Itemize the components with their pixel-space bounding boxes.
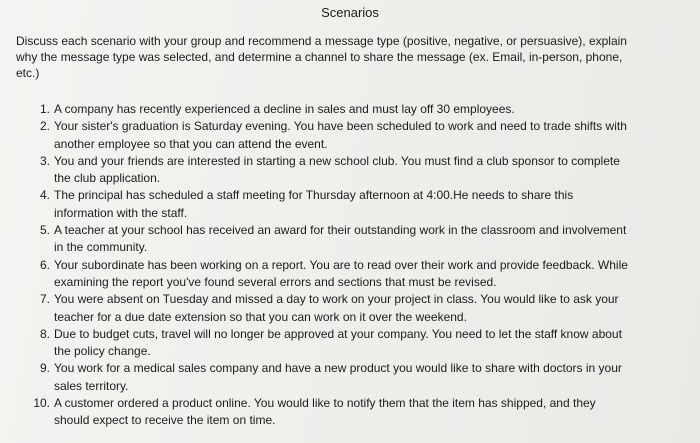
scenario-item	[0, 153, 634, 188]
scenario-list	[0, 101, 700, 430]
scenario-text: Your subordinate has been working on a report. You are to read over their work and provide feedback. While examining the report you've found several errors and sections that must be revised.	[54, 257, 628, 289]
scenario-number: 8.	[39, 326, 50, 341]
scenario-item	[0, 257, 634, 292]
scenario-item	[0, 101, 634, 118]
scenario-number: 9.	[39, 361, 50, 376]
scenario-text: Your sister's graduation is Saturday evening. You have been scheduled to work and need to trade shifts with another employee so that you can attend the event.	[54, 119, 627, 151]
scenario-text: A teacher at your school has received an award for their outstanding work in the classroom and involvement in the community.	[54, 223, 627, 255]
scenario-text: The principal has scheduled a staff meeting for Thursday afternoon at 4:00.He needs to share this information with the staff.	[54, 188, 574, 220]
scenario-text: A company has recently experienced a decline in sales and must lay off 30 employees.	[54, 102, 515, 116]
scenario-item	[0, 118, 634, 153]
scenario-number: 2.	[39, 119, 50, 134]
scenario-text: You work for a medical sales company and have a new product you would like to share with doctors in your sales territory.	[54, 361, 622, 393]
scenario-text: A customer ordered a product online. You would like to notify them that the item has shipped, and they should expect to receive the item on time.	[54, 396, 596, 428]
scenario-text: Due to budget cuts, travel will no longer be approved at your company. You need to let the staff know about the policy change.	[54, 326, 622, 359]
scenario-item	[0, 326, 634, 361]
scenario-item	[0, 222, 634, 257]
scenario-item	[0, 291, 634, 326]
scenario-number: 7.	[39, 292, 50, 307]
scenario-number: 4.	[39, 188, 50, 203]
scenario-text: You and your friends are interested in starting a new school club. You must find a club sponsor to complete the club application.	[54, 153, 620, 186]
scenario-number: 5.	[39, 223, 50, 238]
scenario-item	[0, 395, 634, 430]
scenario-number: 10.	[33, 396, 50, 411]
scenario-item	[0, 187, 634, 222]
scenario-item	[0, 360, 634, 395]
scenario-number: 6.	[39, 257, 50, 272]
scenario-number: 1.	[39, 102, 50, 116]
page-title: Scenarios	[321, 5, 379, 20]
scenario-number: 3.	[39, 153, 50, 168]
instructions-paragraph: Discuss each scenario with your group and recommend a message type (positive, negative, or persuasive), explain why the message type was selected, and determine a channel to share the message (ex. Email, in-person, phone, etc.)	[16, 34, 627, 80]
scenario-text: You were absent on Tuesday and missed a day to work on your project in class. You would like to ask your teacher for a due date extension so that you can work on it over the weekend.	[54, 292, 619, 324]
